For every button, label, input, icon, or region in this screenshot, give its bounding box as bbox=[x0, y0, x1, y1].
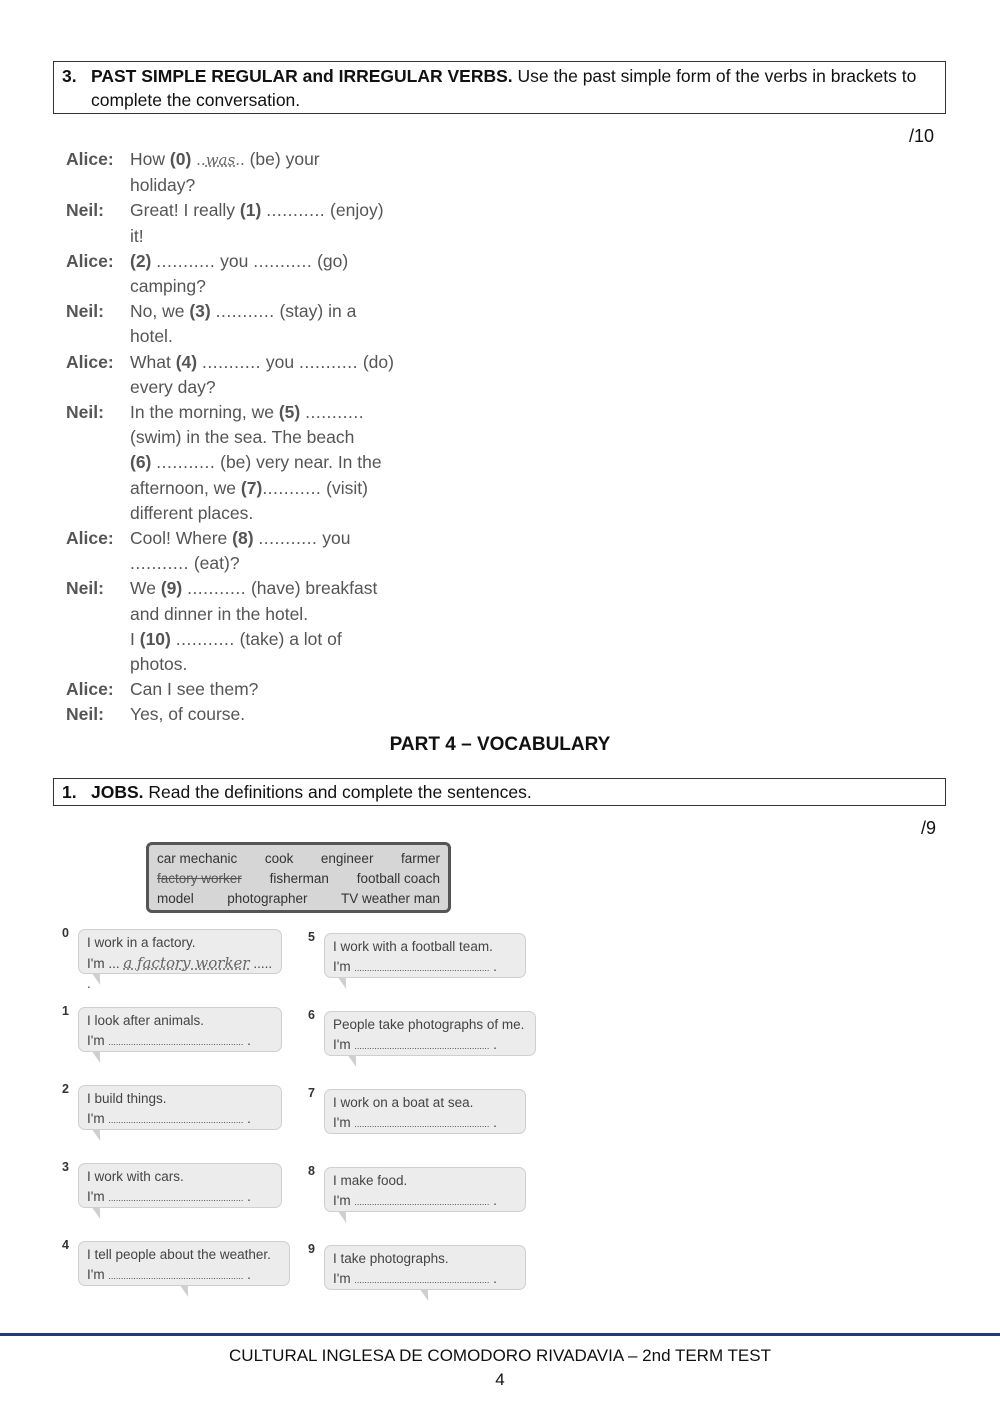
dialogue-text: (visit) bbox=[326, 477, 368, 498]
dialogue-text: Cool! Where bbox=[130, 528, 228, 549]
im-label: I'm bbox=[333, 1115, 351, 1130]
word-option: cook bbox=[264, 851, 294, 866]
gap-number-0: (0) bbox=[169, 149, 192, 169]
im-label: I'm bbox=[87, 1267, 105, 1282]
gap-number-6: (6) bbox=[130, 452, 152, 473]
bubble-tail bbox=[348, 1055, 360, 1067]
dialogue-text: (do) bbox=[362, 351, 394, 372]
bubble-tail bbox=[180, 1285, 192, 1297]
dialogue-text: Great! I really bbox=[130, 200, 236, 221]
dialogue-text: No, we bbox=[130, 301, 185, 322]
job-definition: I work in a factory. bbox=[87, 935, 196, 950]
answer-gap-9[interactable]: ........... bbox=[187, 578, 247, 599]
answer-gap-1[interactable]: ........... bbox=[266, 200, 326, 221]
section1-instruction: Read the definitions and complete the sentences. bbox=[148, 782, 532, 802]
gap-number-9: (9) bbox=[160, 578, 183, 599]
example-answer: a factory worker bbox=[123, 954, 250, 972]
bubble-tail bbox=[338, 977, 350, 989]
section1-number: 1. bbox=[62, 782, 77, 802]
job-number: 8 bbox=[308, 1164, 315, 1178]
speech-bubble: I look after animals. I'm ...................................................... . bbox=[78, 1007, 282, 1052]
bubble-tail bbox=[338, 1211, 350, 1223]
speech-bubble: I tell people about the weather. I'm ...................................................... . bbox=[78, 1241, 290, 1286]
job-definition: I look after animals. bbox=[87, 1013, 205, 1028]
word-option: engineer bbox=[320, 851, 374, 866]
answer-gap-7[interactable]: ........... bbox=[262, 477, 322, 498]
dialogue bbox=[66, 147, 406, 728]
answer-gap-8b[interactable]: ........... bbox=[130, 553, 189, 574]
speaker-neil: Neil: bbox=[66, 301, 104, 322]
section1-instruction-box bbox=[53, 778, 946, 806]
page-number: 4 bbox=[495, 1370, 505, 1389]
speaker-alice: Alice: bbox=[66, 149, 114, 169]
speech-bubble: I work on a boat at sea. I'm ...................................................... . bbox=[324, 1089, 526, 1134]
speech-bubble: I work with a football team. I'm ...................................................... . bbox=[324, 933, 526, 978]
speech-bubble: People take photographs of me. I'm ...................................................... . bbox=[324, 1011, 536, 1056]
speech-bubble: I make food. I'm ...................................................... . bbox=[324, 1167, 526, 1212]
speech-bubble: I work in a factory. I'm ... a factory worker ..... . bbox=[78, 929, 282, 974]
answer-gap-4a[interactable]: ........... bbox=[202, 351, 261, 372]
gap-number-4: (4) bbox=[175, 351, 198, 372]
answer-gap-job-3[interactable]: ...................................................... bbox=[108, 1193, 244, 1203]
im-label: I'm bbox=[333, 959, 351, 974]
word-box-row bbox=[157, 849, 440, 869]
dialogue-text: How bbox=[130, 149, 166, 169]
dialogue-text: (be) your bbox=[249, 149, 320, 169]
answer-gap-2a[interactable]: ........... bbox=[156, 250, 216, 271]
gap-number-8: (8) bbox=[232, 528, 254, 549]
dialogue-text: different places. bbox=[130, 502, 254, 523]
bubble-tail bbox=[92, 1129, 104, 1141]
word-option: TV weather man bbox=[340, 891, 440, 906]
job-number: 2 bbox=[62, 1082, 69, 1096]
bubble-tail bbox=[92, 1051, 104, 1063]
answer-gap-job-7[interactable]: ...................................................... bbox=[354, 1119, 490, 1129]
word-option: photographer bbox=[227, 891, 308, 906]
dialogue-text: it! bbox=[130, 225, 144, 246]
speaker-alice: Alice: bbox=[66, 250, 114, 271]
word-option: football coach bbox=[356, 871, 440, 886]
answer-gap-8a[interactable]: ........... bbox=[258, 528, 318, 549]
section1-text bbox=[91, 780, 532, 804]
dialogue-text: Can I see them? bbox=[130, 679, 259, 700]
im-label: I'm bbox=[87, 1111, 105, 1126]
answer-gap-4b[interactable]: ........... bbox=[298, 351, 358, 372]
dialogue-text: (stay) in a bbox=[279, 301, 357, 322]
dialogue-text: you bbox=[265, 351, 295, 372]
dialogue-text: (eat)? bbox=[193, 553, 240, 574]
word-box-row bbox=[157, 889, 440, 909]
example-answer-text: was bbox=[205, 151, 236, 169]
dialogue-text: camping? bbox=[130, 276, 206, 297]
job-definition: I take photographs. bbox=[333, 1251, 449, 1266]
dialogue-text: hotel. bbox=[130, 326, 173, 347]
answer-gap-3[interactable]: ........... bbox=[215, 301, 275, 322]
gap-number-3: (3) bbox=[189, 301, 211, 322]
im-label: I'm bbox=[87, 956, 105, 971]
dialogue-line bbox=[66, 147, 406, 173]
job-definition: I make food. bbox=[333, 1173, 408, 1188]
part4-heading: PART 4 – VOCABULARY bbox=[389, 734, 611, 755]
speaker-alice: Alice: bbox=[66, 679, 114, 700]
answer-gap-job-4[interactable]: ...................................................... bbox=[108, 1271, 244, 1281]
answer-gap-job-8[interactable]: ...................................................... bbox=[354, 1197, 490, 1207]
speech-bubble: I work with cars. I'm ...................................................... . bbox=[78, 1163, 282, 1208]
im-label: I'm bbox=[333, 1037, 351, 1052]
gap-number-1: (1) bbox=[239, 200, 262, 221]
job-definition: I build things. bbox=[87, 1091, 167, 1106]
word-option: farmer bbox=[400, 851, 440, 866]
job-definition: I work with a football team. bbox=[333, 939, 493, 954]
word-box bbox=[146, 842, 451, 913]
dialogue-text: Yes, of course. bbox=[130, 704, 246, 725]
job-definition: People take photographs of me. bbox=[333, 1017, 525, 1032]
im-label: I'm bbox=[333, 1193, 351, 1208]
job-definition: I tell people about the weather. bbox=[87, 1247, 271, 1262]
word-option: fisherman bbox=[269, 871, 329, 886]
dialogue-text: (have) breakfast bbox=[250, 578, 378, 599]
job-definition: I work with cars. bbox=[87, 1169, 184, 1184]
word-option: car mechanic bbox=[157, 851, 238, 866]
speaker-alice: Alice: bbox=[66, 351, 114, 372]
gap-number-5: (5) bbox=[278, 402, 301, 423]
section3-instruction-box bbox=[53, 61, 946, 114]
answer-gap-job-9[interactable]: ...................................................... bbox=[354, 1275, 490, 1285]
section1-score: /9 bbox=[921, 818, 937, 838]
job-number: 9 bbox=[308, 1242, 315, 1256]
dialogue-text: you bbox=[322, 528, 351, 549]
dialogue-text: you bbox=[220, 250, 249, 271]
dialogue-text: In the morning, we bbox=[130, 402, 274, 423]
word-option: model bbox=[157, 891, 194, 906]
section3-instruction: Use the past simple form of the verbs in brackets to complete the conversation. bbox=[91, 66, 917, 110]
answer-gap-job-5[interactable]: ...................................................... bbox=[354, 963, 490, 973]
dialogue-text: (be) very near. In the bbox=[220, 452, 382, 473]
dialogue-text: I bbox=[130, 628, 135, 649]
job-number: 7 bbox=[308, 1086, 315, 1100]
job-definition: I work on a boat at sea. bbox=[333, 1095, 474, 1110]
dialogue-text: What bbox=[130, 351, 171, 372]
example-answer: ..was.. bbox=[196, 151, 245, 169]
speech-bubble: I take photographs. I'm ...................................................... . bbox=[324, 1245, 526, 1290]
job-number: 1 bbox=[62, 1004, 69, 1018]
bubble-tail bbox=[92, 1207, 104, 1219]
answer-gap-2b[interactable]: ........... bbox=[253, 250, 313, 271]
job-number: 6 bbox=[308, 1008, 315, 1022]
answer-gap-5[interactable]: ........... bbox=[305, 402, 365, 423]
dialogue-text: and dinner in the hotel. bbox=[130, 603, 309, 624]
answer-gap-job-6[interactable]: ...................................................... bbox=[354, 1041, 490, 1051]
speaker-alice: Alice: bbox=[66, 528, 114, 549]
footer-text: CULTURAL INGLESA DE COMODORO RIVADAVIA – 2nd TERM TEST bbox=[229, 1346, 771, 1365]
dialogue-text: (swim) in the sea. The beach bbox=[130, 427, 355, 448]
job-number: 0 bbox=[62, 926, 69, 940]
speaker-neil: Neil: bbox=[66, 200, 104, 221]
dialogue-text: We bbox=[130, 578, 156, 599]
gap-number-10: (10) bbox=[139, 628, 171, 649]
im-label: I'm bbox=[333, 1271, 351, 1286]
speaker-neil: Neil: bbox=[66, 402, 104, 423]
dialogue-text: holiday? bbox=[130, 175, 196, 196]
footer-rule bbox=[0, 1333, 1000, 1336]
dialogue-text: (take) a lot of bbox=[239, 628, 342, 649]
job-number: 3 bbox=[62, 1160, 69, 1174]
section3-text bbox=[91, 64, 937, 112]
answer-gap-job-2[interactable]: ...................................................... bbox=[108, 1115, 244, 1125]
section3-number: 3. bbox=[62, 66, 77, 86]
section3-title: PAST SIMPLE REGULAR and IRREGULAR VERBS. bbox=[91, 66, 513, 86]
dialogue-text: every day? bbox=[130, 376, 216, 397]
section1-title: JOBS. bbox=[91, 782, 144, 802]
word-box-row bbox=[157, 869, 440, 889]
answer-gap-10[interactable]: ........... bbox=[175, 628, 235, 649]
im-label: I'm bbox=[87, 1189, 105, 1204]
dialogue-text: (go) bbox=[317, 250, 349, 271]
section3-score: /10 bbox=[909, 126, 935, 146]
answer-gap-job-1[interactable]: ...................................................... bbox=[108, 1037, 244, 1047]
dialogue-text: photos. bbox=[130, 654, 188, 675]
speaker-neil: Neil: bbox=[66, 704, 104, 725]
job-number: 5 bbox=[308, 930, 315, 944]
word-option-used: factory worker bbox=[157, 871, 242, 886]
speech-bubble: I build things. I'm ...................................................... . bbox=[78, 1085, 282, 1130]
dialogue-text: afternoon, we bbox=[130, 477, 237, 498]
speaker-neil: Neil: bbox=[66, 578, 104, 599]
answer-gap-6[interactable]: ........... bbox=[156, 452, 216, 473]
job-number: 4 bbox=[62, 1238, 69, 1252]
bubble-tail bbox=[420, 1289, 432, 1301]
im-label: I'm bbox=[87, 1033, 105, 1048]
gap-number-2: (2) bbox=[130, 250, 152, 271]
gap-number-7: (7) bbox=[240, 477, 263, 498]
dialogue-text: (enjoy) bbox=[330, 200, 384, 221]
